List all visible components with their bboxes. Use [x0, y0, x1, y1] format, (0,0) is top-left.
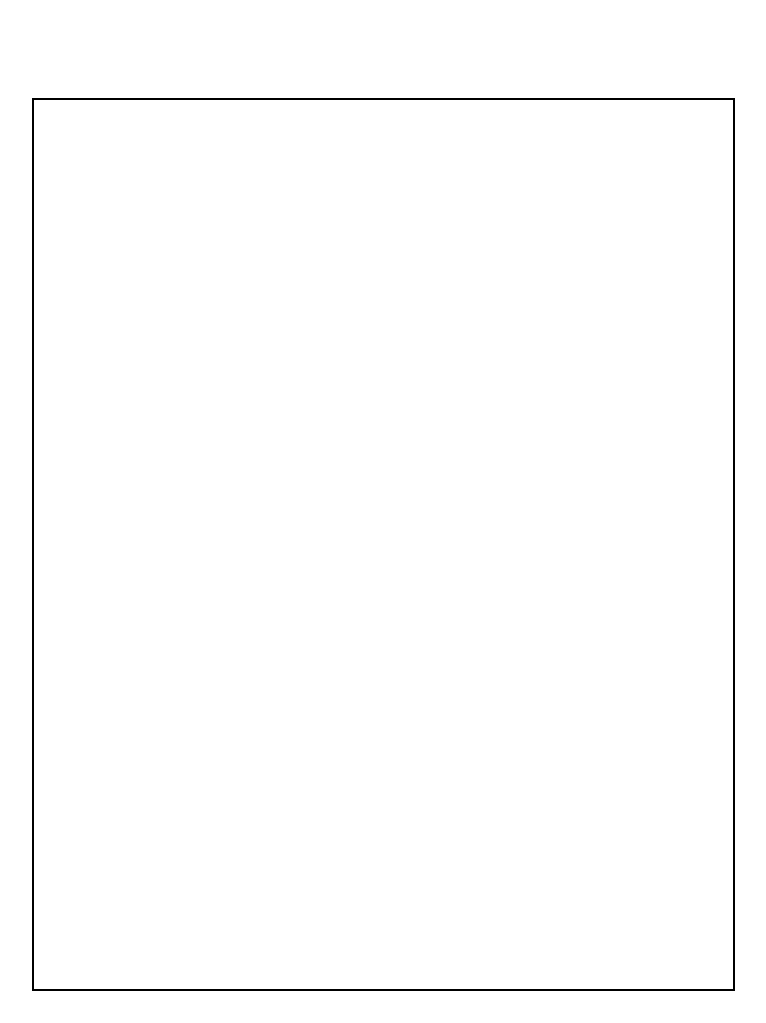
- outline-table: [32, 98, 735, 991]
